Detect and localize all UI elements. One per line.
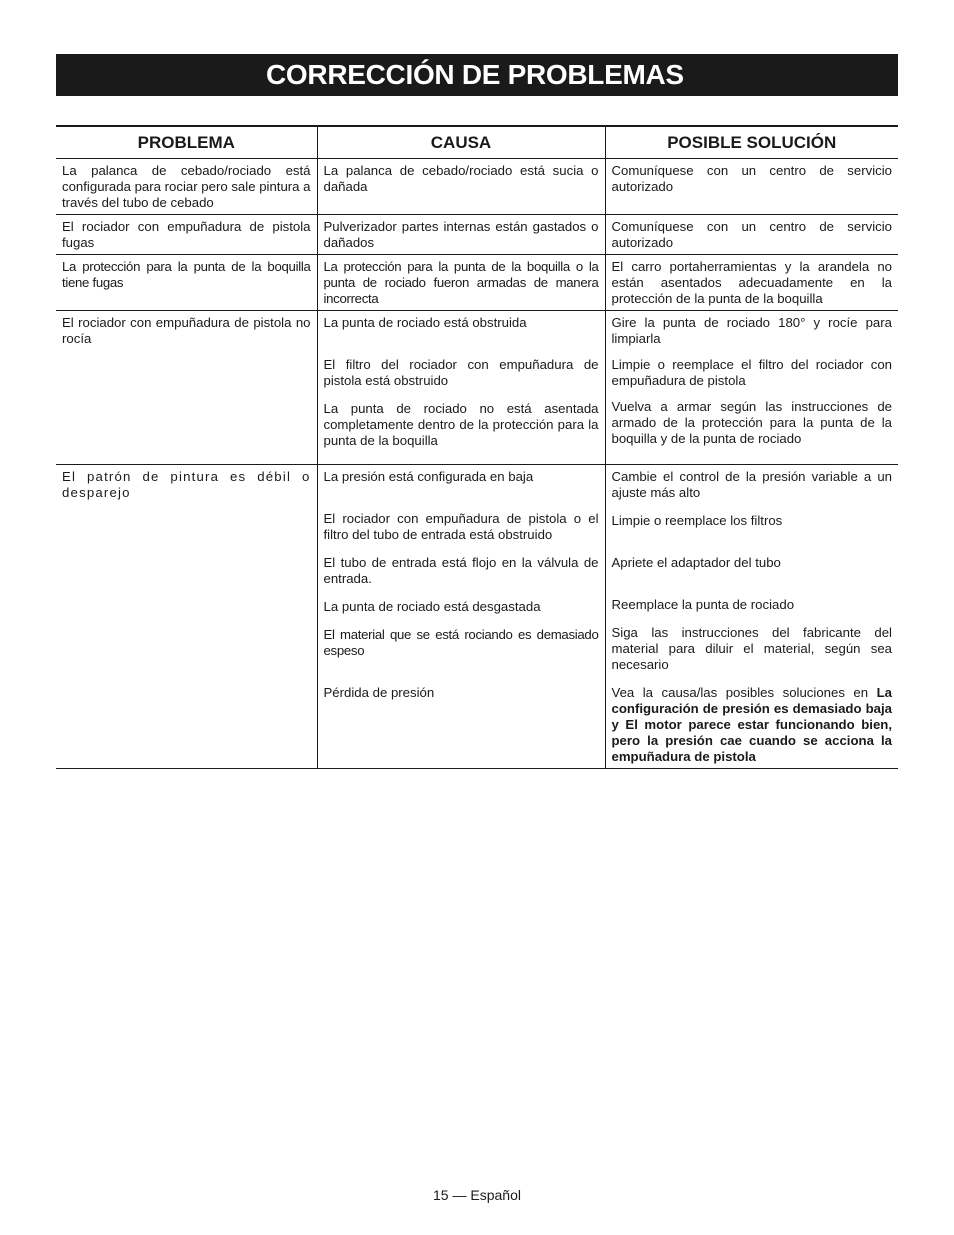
cause-cell [317, 465, 605, 769]
solution-entry: Apriete el adaptador del tubo [611, 555, 781, 570]
solution-entry: Cambie el control de la presión variable a un ajuste más alto [611, 469, 892, 500]
table-row [56, 311, 898, 465]
problem-cell: El rociador con empuñadura de pistola fugas [56, 215, 317, 255]
cause-entry: Pérdida de presión [323, 685, 435, 700]
solution-entry: El carro portaherramientas y la arandela no están asentados adecuadamente en la protección de la punta de la boquilla [611, 259, 892, 306]
solution-entry: Siga las instrucciones del fabricante del material para diluir el material, según sea necesario [611, 625, 892, 672]
cause-entry: La presión está configurada en baja [323, 469, 534, 484]
cause-cell [317, 159, 605, 215]
solution-cell [605, 255, 898, 311]
cause-entry: Pulverizador partes internas están gastados o dañados [323, 219, 599, 250]
solution-text: Vea la causa/las posibles soluciones en [611, 685, 877, 700]
cause-cell [317, 255, 605, 311]
table-row [56, 159, 898, 215]
table-row [56, 215, 898, 255]
solution-cell [605, 215, 898, 255]
cause-entry: La punta de rociado está obstruida [323, 315, 527, 330]
page-title: CORRECCIÓN DE PROBLEMAS [266, 59, 684, 90]
cause-cell [317, 215, 605, 255]
header-causa: CAUSA [317, 126, 605, 159]
page-title-bar [56, 54, 898, 96]
header-posible-solucion: POSIBLE SOLUCIÓN [605, 126, 898, 159]
solution-entry: Limpie o reemplace el filtro del rociador con empuñadura de pistola [611, 357, 892, 388]
table-row [56, 465, 898, 769]
solution-cell [605, 311, 898, 465]
cause-cell [317, 311, 605, 465]
cause-entry: El tubo de entrada está flojo en la válvula de entrada. [323, 555, 599, 586]
header-problema: PROBLEMA [56, 126, 317, 159]
cause-entry: La punta de rociado no está asentada completamente dentro de la protección para la punta de la boquilla [323, 401, 599, 448]
solution-entry: Vuelva a armar según las instrucciones de armado de la protección para la punta de la boquilla y de la punta de rociado [611, 399, 892, 446]
cause-entry: La punta de rociado está desgastada [323, 599, 541, 614]
solution-cell [605, 465, 898, 769]
cause-entry: El rociador con empuñadura de pistola o el filtro del tubo de entrada está obstruido [323, 511, 599, 542]
problem-cell: El patrón de pintura es débil o desparejo [56, 465, 317, 769]
cause-entry: La palanca de cebado/rociado está sucia o dañada [323, 163, 599, 194]
solution-entry: Gire la punta de rociado 180° y rocíe para limpiarla [611, 315, 892, 346]
cause-entry: El filtro del rociador con empuñadura de pistola está obstruido [323, 357, 599, 388]
solution-cell [605, 159, 898, 215]
solution-reference-bold: La configuración de presión es demasiado baja y El motor parece estar funcionando bien, pero la presión cae cuando se acciona la empuñadura de pistola [611, 685, 892, 764]
table-row [56, 255, 898, 311]
solution-entry [612, 685, 893, 765]
table-header-row [56, 126, 898, 159]
solution-entry: Comuníquese con un centro de servicio autorizado [611, 219, 892, 250]
cause-entry: La protección para la punta de la boquilla o la punta de rociado fueron armadas de manera incorrecta [323, 259, 599, 306]
problem-cell: La protección para la punta de la boquilla tiene fugas [56, 255, 317, 311]
solution-entry: Limpie o reemplace los filtros [611, 513, 783, 528]
problem-cell: El rociador con empuñadura de pistola no rocía [56, 311, 317, 465]
problem-cell: La palanca de cebado/rociado está configurada para rociar pero sale pintura a través del tubo de cebado [56, 159, 317, 215]
page-footer: 15 — Español [433, 1187, 521, 1203]
solution-entry: Reemplace la punta de rociado [611, 597, 795, 612]
solution-entry: Comuníquese con un centro de servicio autorizado [611, 163, 892, 194]
troubleshooting-table [56, 125, 898, 769]
cause-entry: El material que se está rociando es demasiado espeso [323, 627, 599, 658]
